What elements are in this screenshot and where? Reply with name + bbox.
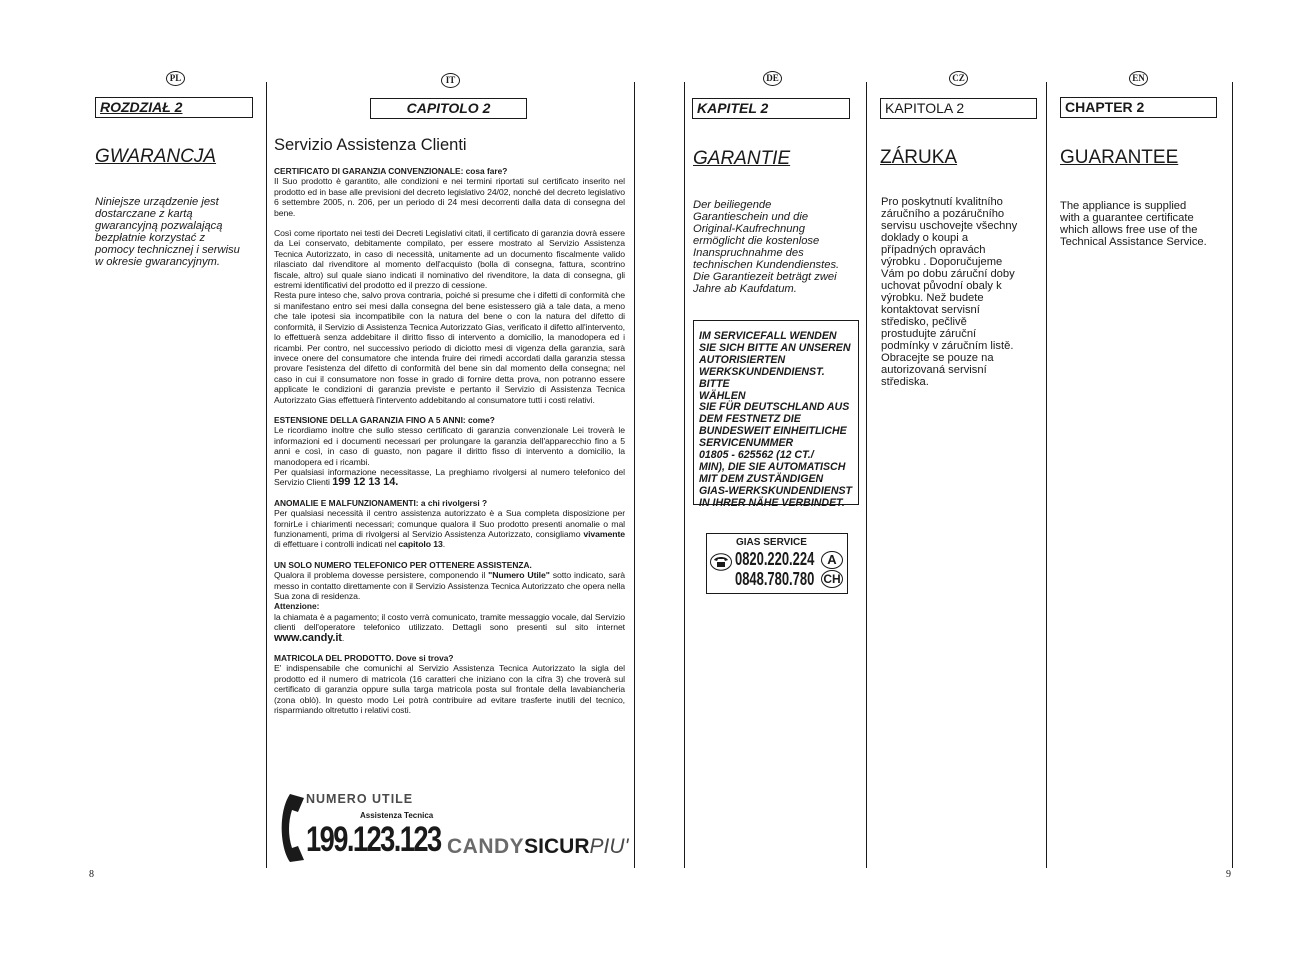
candy-sicur-piu-logo: CANDYSICURPIU' bbox=[447, 835, 629, 858]
body-text-de: Der beiliegende Garantieschein und die Original-Kaufrechnung ermöglicht die kostenlose Inanspruchnahme des technischen Kundendienstes. Die Garantiezeit beträgt zwei Jahre ab Kaufdatum. bbox=[693, 199, 840, 295]
section-heading-pl: GWARANCJA bbox=[95, 146, 217, 167]
language-badge-cz: CZ bbox=[949, 71, 968, 86]
column-divider bbox=[634, 82, 635, 868]
language-badge-it: IT bbox=[441, 73, 460, 88]
chapter-label-cz: KAPITOLA 2 bbox=[880, 98, 1037, 119]
paragraph: Così come riportato nei testi dei Decreti Legislativi citati, il certificato di garanzia dovrà essere da Lei conservato, debitamente compilato, per essere mostrato al Servizio Assistenza Tecnica Autorizzato, in caso di necessità, unitamente ad un documento fiscalmente valido rilasciato dal rivenditore al momento dell'acquisto (bolla di consegna, fattura, scontrino fiscale, altro) sul quale siano indicati il nominativo del rivenditore, la data di consegna, gli estremi identificativi del prodotto ed il prezzo di cessione. bbox=[274, 228, 625, 291]
attention-label: Attenzione: bbox=[274, 601, 320, 612]
paragraph: Per qualsiasi necessità il centro assistenza autorizzato è a Sua completa disposizione per fornirLe i chiarimenti necessari; comunque qualora il Suo prodotto presenti anomalie o mal funzionamenti, prima di rivolgersi al Servizio Assistenza Autorizzato, consigliamo vivamente di effettuare i controlli indicati nel capitolo 13. bbox=[274, 508, 625, 550]
numero-utile-number: 199.123.123 bbox=[306, 820, 441, 859]
paragraph: Resta pure inteso che, salvo prova contraria, poiché si presume che i difetti di conformità che si manifestano entro sei mesi dalla consegna del bene esistessero già a tale data, a meno che tale ipotesi sia incompatibile con la natura del bene o con la natura del difetto di conformità, il Servizio di Assistenza Tecnica Autorizzato Gias, verificato il difetto all'intervento, lo effettuerà senza addebitare il diritto fisso di intervento a domicilio, la manodopera ed i ricambi. Per contro, nel successivo periodo di diciotto mesi di vigenza della garanzia, sarà invece onere del consumatore che intenda fruire dei rimedi accordati dalla garanzia stessa provare l'esistenza del difetto di conformità del bene sin dal momento della consegna; nel caso in cui il consumatore non fosse in grado di fornire detta prova, non potranno essere applicate le condizioni di garanzia previste e pertanto il Servizio di Assistenza Tecnica Autorizzato Gias effettuerà l'intervento addebitando al consumatore tutti i costi relativi. bbox=[274, 290, 625, 405]
customer-service-phone: 199 12 13 14. bbox=[332, 476, 399, 489]
column-divider bbox=[1046, 82, 1047, 868]
page-title: Servizio Assistenza Clienti bbox=[274, 136, 467, 154]
telephone-icon bbox=[710, 553, 732, 571]
paragraph: Le ricordiamo inoltre che sullo stesso certificato di garanzia convenzionale Lei troverà le informazioni ed i documenti necessari per prolungare la garanzia dell'apparecchio fino a 5 anni e così, in caso di guasto, non pagare il diritto fisso di intervento a domicilio, la manodopera ed i ricambi. bbox=[274, 425, 625, 467]
gias-service-title: GIAS SERVICE bbox=[736, 537, 807, 548]
chapter-label-it: CAPITOLO 2 bbox=[370, 98, 527, 119]
body-text-en: The appliance is supplied with a guarantee certificate which allows free use of the Technical Assistance Service. bbox=[1060, 200, 1207, 248]
numero-utile-sublabel: Assistenza Tecnica bbox=[360, 811, 434, 820]
page-number-right: 9 bbox=[1226, 869, 1231, 880]
body-text-pl: Niniejsze urządzenie jest dostarczane z kartą gwarancyjną pozwalającą bezpłatnie korzystać z pomocy technicznej i serwisu w okresie gwarancyjnym. bbox=[95, 196, 240, 268]
section-heading: ANOMALIE E MALFUNZIONAMENTI: a chi rivolgersi ? bbox=[274, 497, 488, 508]
body-text-cz: Pro poskytnutí kvalitního záručního a pozáručního servisu uschovejte všechny doklady o koupi a případných opravách výrobku . Doporučujeme Vám po dobu záruční doby uchovat původní obaly k výrobku. Než budete kontaktovat servisní středisko, pečlivě prostudujte záruční podmínky v záručním listě. Obracejte se pouze na autorizovaná servisní střediska. bbox=[881, 196, 1018, 388]
language-badge-de: DE bbox=[763, 71, 782, 86]
paragraph: Qualora il problema dovesse persistere, componendo il "Numero Utile" sotto indicato, sarà messo in contatto direttamente con il Servizio Assistenza Tecnica Autorizzato che opera nella Sua zona di residenza. bbox=[274, 570, 625, 602]
country-code-switzerland: CH bbox=[821, 570, 843, 588]
column-divider bbox=[684, 82, 685, 868]
section-heading-en: GUARANTEE bbox=[1060, 147, 1179, 168]
page-number-left: 8 bbox=[89, 869, 94, 880]
section-heading: MATRICOLA DEL PRODOTTO. Dove si trova? bbox=[274, 653, 454, 664]
column-divider bbox=[266, 82, 267, 868]
gias-phone-austria: 0820.220.224 bbox=[735, 549, 815, 569]
telephone-handset-icon bbox=[276, 792, 308, 864]
paragraph: Il Suo prodotto è garantito, alle condizioni e nei termini riportati sul certificato inserito nel prodotto ed in base alle previsioni del decreto legislativo 24/02, nonché del decreto legislativo 6 settembre 2005, n. 206, per un periodo di 24 mesi decorrenti dalla data di consegna del bene. bbox=[274, 176, 625, 218]
column-divider bbox=[866, 82, 867, 868]
gias-service-box bbox=[706, 533, 848, 594]
language-badge-pl: PL bbox=[166, 71, 185, 86]
section-heading: UN SOLO NUMERO TELEFONICO PER OTTENERE ASSISTENZA. bbox=[274, 559, 532, 570]
section-heading: CERTIFICATO DI GARANZIA CONVENZIONALE: cosa fare? bbox=[274, 166, 508, 176]
section-heading: ESTENSIONE DELLA GARANZIA FINO A 5 ANNI: come? bbox=[274, 414, 495, 425]
section-heading-cz: ZÁRUKA bbox=[880, 147, 958, 168]
paragraph: E' indispensabile che comunichi al Servizio Assistenza Tecnica Autorizzato la sigla del prodotto ed il numero di matricola (16 caratteri che iniziano con la cifra 3) che troverà sul certificato di garanzia oppure sulla targa matricola posta sul frontale della lavabiancheria (zona oblò). In questo modo Lei potrà contribuire ad evitare trasferte inutili del tecnico, risparmiando oltretutto i relativi costi. bbox=[274, 663, 625, 716]
paragraph: Per qualsiasi informazione necessitasse, La preghiamo rivolgersi al numero telefonico del Servizio Clienti 199 12 13 14. bbox=[274, 466, 625, 489]
column-divider bbox=[1232, 82, 1233, 868]
chapter-label-pl: ROZDZIAŁ 2 bbox=[95, 97, 253, 118]
language-badge-en: EN bbox=[1129, 71, 1148, 86]
numero-utile-logo bbox=[276, 790, 441, 862]
website-link[interactable]: www.candy.it bbox=[274, 631, 342, 644]
chapter-label-en: CHAPTER 2 bbox=[1060, 97, 1217, 118]
section-heading-de: GARANTIE bbox=[693, 148, 791, 169]
numero-utile-label: NUMERO UTILE bbox=[306, 792, 414, 806]
service-info-box: IM SERVICEFALL WENDEN SIE SICH BITTE AN UNSEREN AUTORISIERTEN WERKSKUNDENDIENST. BITTE WÄHLEN SIE FÜR DEUTSCHLAND AUS DEM FESTNETZ DIE BUNDESWEIT EINHEITLICHE SERVICENUMMER 01805 - 625562 (12 CT./ MIN), DIE SIE AUTOMATISCH MIT DEM ZUSTÄNDIGEN GIAS-WERKSKUNDENDIENST IN IHRER NÄHE VERBINDET. bbox=[693, 320, 859, 505]
paragraph: la chiamata è a pagamento; il costo verrà comunicato, tramite messaggio vocale, dal Servizio clienti dell'operatore telefonico utilizzato. Dettagli sono presenti sul sito internet www.candy.it. bbox=[274, 611, 625, 644]
chapter-label-de: KAPITEL 2 bbox=[692, 98, 850, 119]
gias-phone-switzerland: 0848.780.780 bbox=[735, 569, 815, 589]
body-text-it bbox=[274, 166, 625, 716]
country-code-austria: A bbox=[821, 551, 843, 569]
